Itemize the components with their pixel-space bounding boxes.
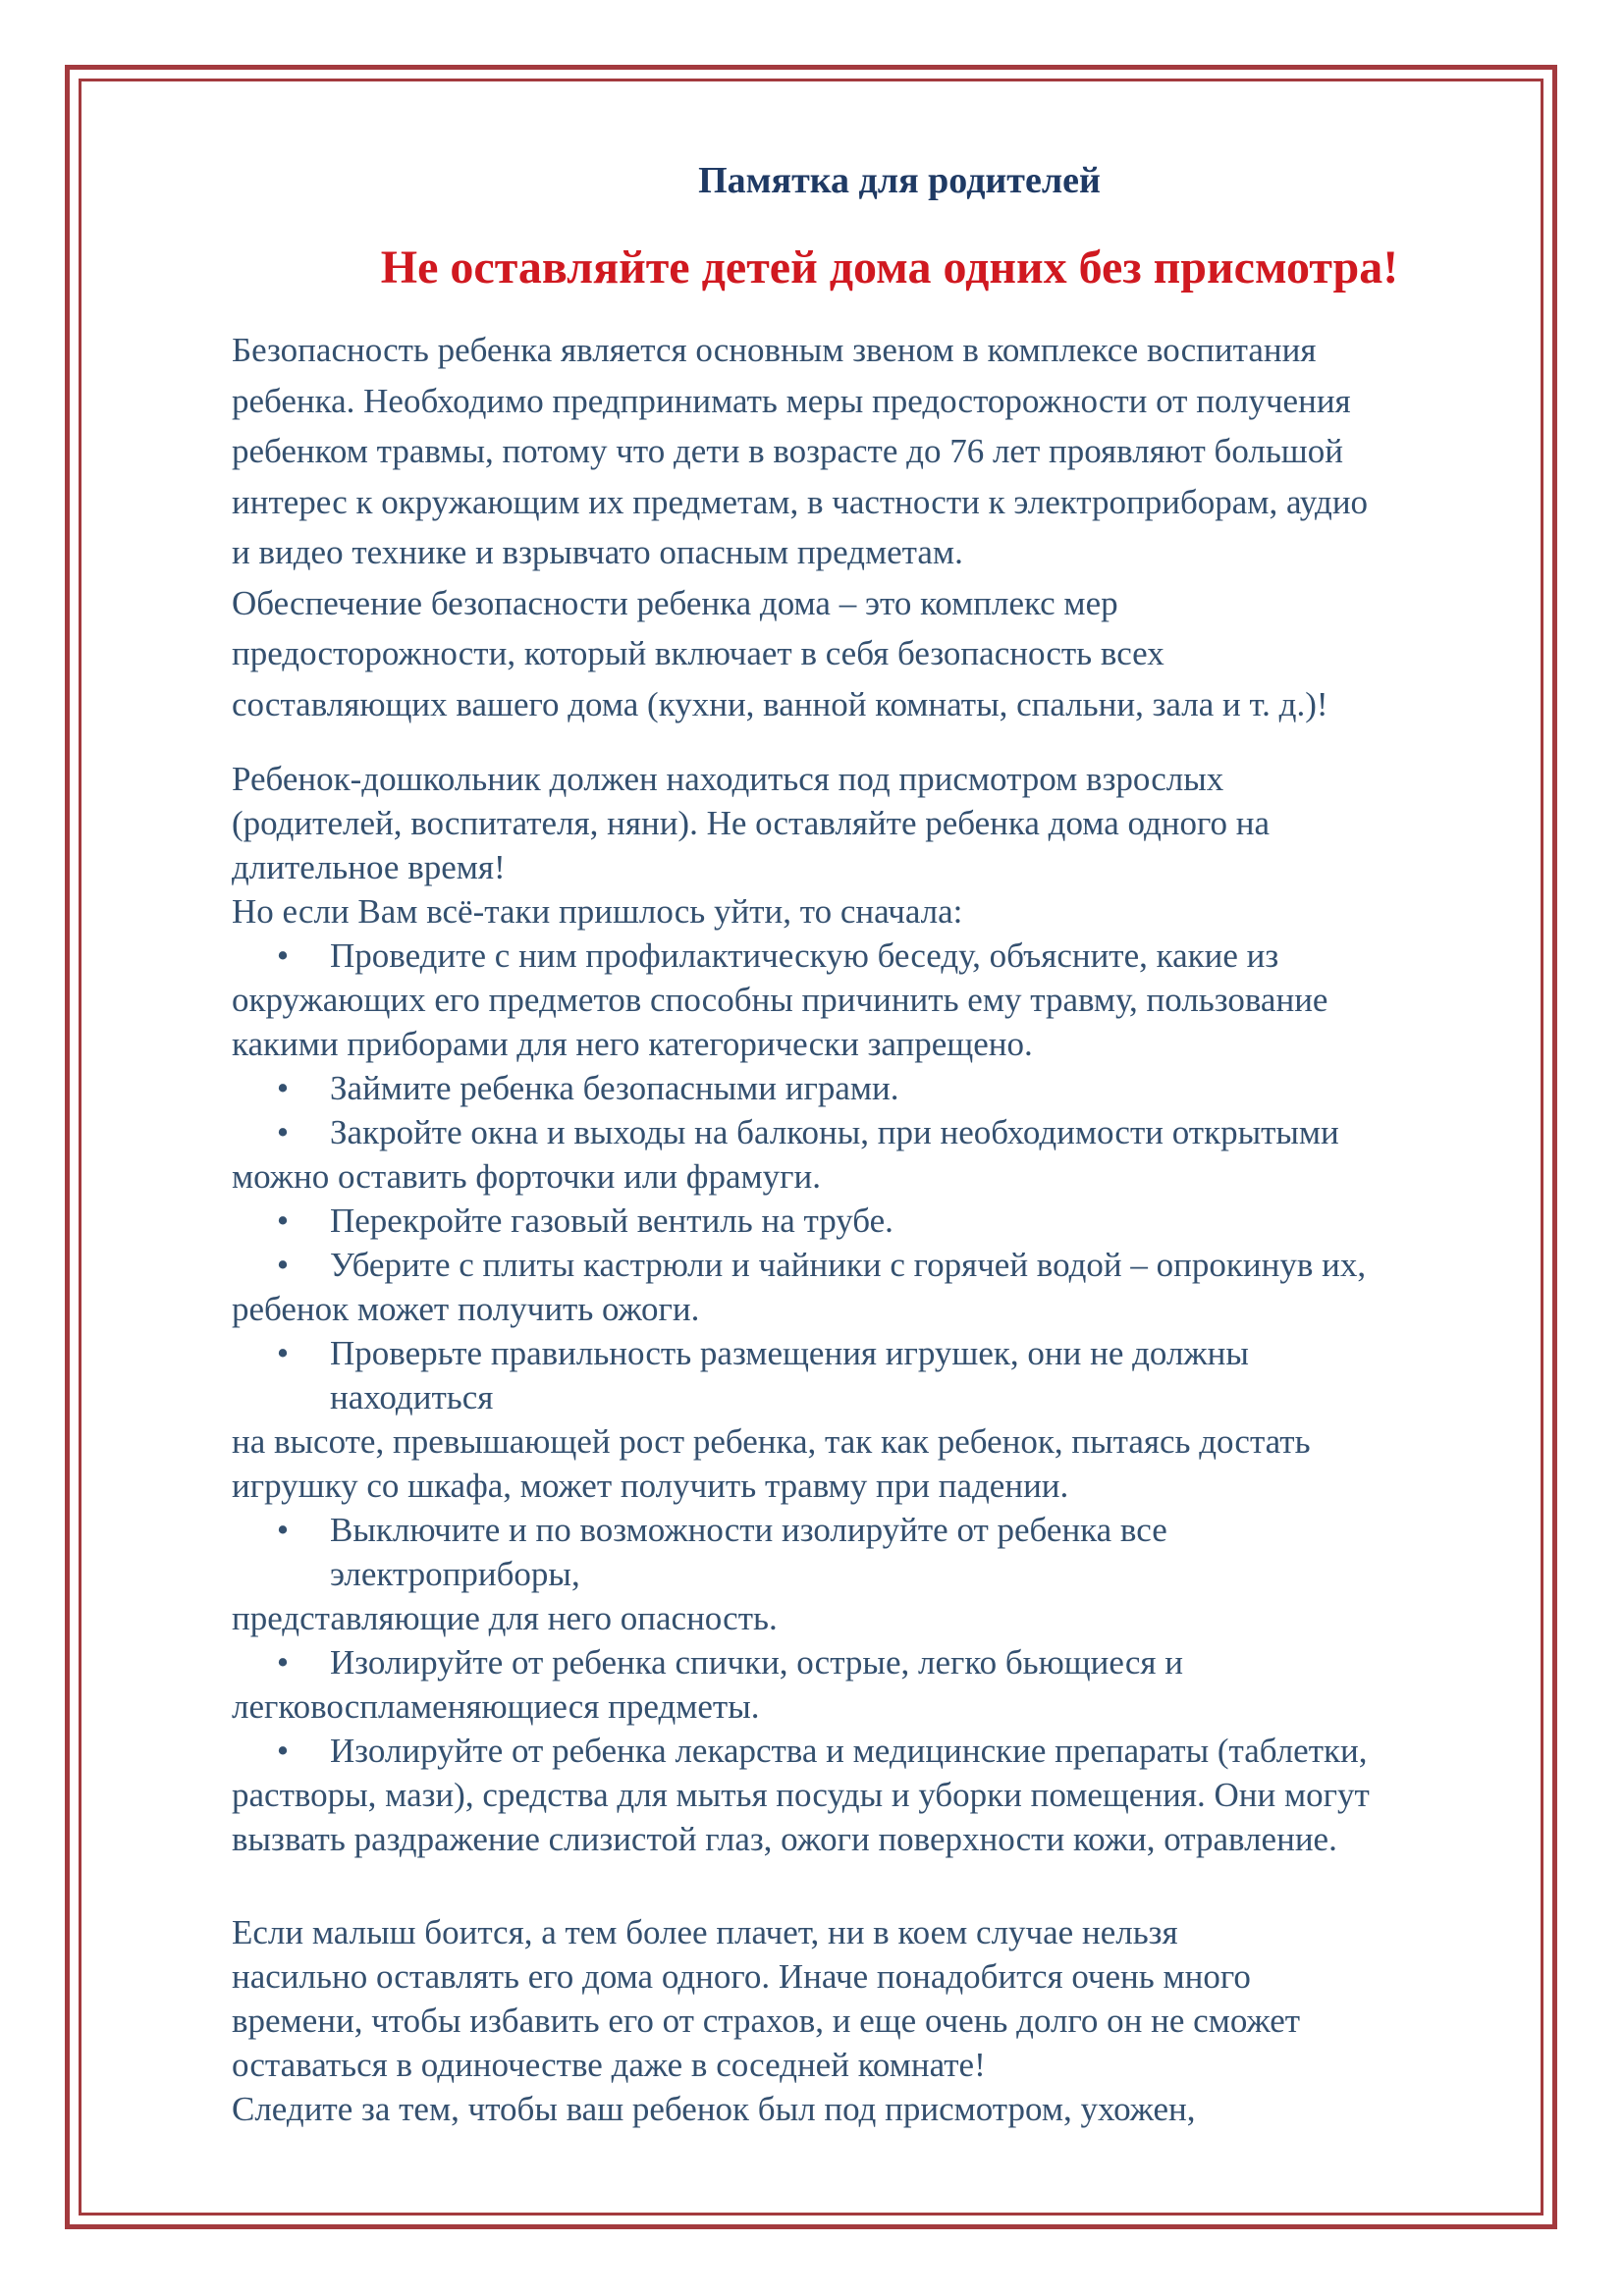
list-item-continuation: окружающих его предметов способны причинить ему травму, пользование xyxy=(232,981,1328,1020)
list-item-continuation: можно оставить форточки или фрамуги. xyxy=(232,1157,821,1197)
list-item-continuation: растворы, мази), средства для мытья посуды и уборки помещения. Они могут xyxy=(232,1776,1370,1815)
document-kicker: Памятка для родителей xyxy=(698,160,1101,201)
text-line: предосторожности, который включает в себя безопасность всех xyxy=(232,634,1164,673)
text-line: Следите за тем, чтобы ваш ребенок был под присмотром, ухожен, xyxy=(232,2090,1196,2129)
text-line: Но если Вам всё-таки пришлось уйти, то сначала: xyxy=(232,892,963,932)
bullet-icon: • xyxy=(276,1069,290,1108)
list-item-first-line xyxy=(232,934,1508,978)
list-item-text: Перекройте газовый вентиль на трубе. xyxy=(330,1201,893,1241)
list-item xyxy=(232,1110,1508,1199)
bullet-icon: • xyxy=(276,1201,290,1241)
list-item xyxy=(232,1331,1508,1508)
list-item-first-line xyxy=(232,1640,1508,1684)
list-item-first-line xyxy=(232,1066,1508,1110)
text-line: интерес к окружающим их предметам, в частности к электроприборам, аудио xyxy=(232,482,1369,521)
list-item xyxy=(232,1066,1508,1110)
text-line: ребенком травмы, потому что дети в возрасте до 76 лет проявляют большой xyxy=(232,432,1343,471)
list-item-text: Выключите и по возможности изолируйте от ребенка все xyxy=(330,1511,1167,1550)
list-item-continuation: игрушку со шкафа, может получить травму при падении. xyxy=(232,1467,1069,1506)
bullet-icon: • xyxy=(276,936,290,976)
list-item-continuation: вызвать раздражение слизистой глаз, ожоги поверхности кожи, отравление. xyxy=(232,1820,1337,1859)
bullet-icon: • xyxy=(276,1643,290,1682)
text-line: Безопасность ребенка является основным звеном в комплексе воспитания xyxy=(232,331,1317,370)
list-item xyxy=(232,1199,1508,1243)
list-item xyxy=(232,1508,1508,1640)
text-line: ребенка. Необходимо предпринимать меры предосторожности от получения xyxy=(232,381,1351,420)
list-item-indent-line: находиться xyxy=(330,1378,494,1417)
bullet-icon: • xyxy=(276,1113,290,1152)
bullet-icon: • xyxy=(276,1732,290,1771)
instructions-intro xyxy=(232,757,1508,934)
list-item-continuation: представляющие для него опасность. xyxy=(232,1599,778,1638)
text-line: составляющих вашего дома (кухни, ванной комнаты, спальни, зала и т. д.)! xyxy=(232,684,1328,723)
list-item xyxy=(232,1243,1508,1331)
list-item-first-line xyxy=(232,1729,1508,1773)
list-item-first-line xyxy=(232,1508,1508,1552)
list-item-continuation: на высоте, превышающей рост ребенка, так как ребенок, пытаясь достать xyxy=(232,1422,1311,1462)
list-item-first-line xyxy=(232,1243,1508,1287)
document-title: Не оставляйте детей дома одних без присмотра! xyxy=(380,240,1399,294)
list-item xyxy=(232,1729,1508,1861)
text-line: (родителей, воспитателя, няни). Не оставляйте ребенка дома одного на xyxy=(232,804,1271,843)
list-item-continuation: легковоспламеняющиеся предметы. xyxy=(232,1687,760,1727)
list-item-text: Займите ребенка безопасными играми. xyxy=(330,1069,899,1108)
text-line: Обеспечение безопасности ребенка дома – это комплекс мер xyxy=(232,583,1118,622)
list-item-indent-line: электроприборы, xyxy=(330,1555,580,1594)
list-item xyxy=(232,934,1508,1066)
list-item xyxy=(232,1640,1508,1729)
instructions-section xyxy=(232,757,1508,1861)
instructions-list xyxy=(232,934,1508,1861)
list-item-first-line xyxy=(232,1110,1508,1154)
list-item-text: Изолируйте от ребенка спички, острые, легко бьющиеся и xyxy=(330,1643,1183,1682)
list-item-text: Проведите с ним профилактическую беседу, объясните, какие из xyxy=(330,936,1279,976)
list-item-text: Изолируйте от ребенка лекарства и медицинские препараты (таблетки, xyxy=(330,1732,1368,1771)
text-line: и видео технике и взрывчато опасным предметам. xyxy=(232,533,963,572)
list-item-text: Проверьте правильность размещения игрушек, они не должны xyxy=(330,1334,1249,1373)
text-line: насильно оставлять его дома одного. Иначе понадобится очень много xyxy=(232,1957,1251,1997)
bullet-icon: • xyxy=(276,1334,290,1373)
text-line: оставаться в одиночестве даже в соседней комнате! xyxy=(232,2046,986,2085)
bullet-icon: • xyxy=(276,1246,290,1285)
document-body xyxy=(232,147,1508,2131)
list-item-continuation: какими приборами для него категорически запрещено. xyxy=(232,1025,1033,1064)
text-line: Ребенок-дошкольник должен находиться под присмотром взрослых xyxy=(232,760,1224,799)
intro-paragraph xyxy=(232,325,1508,729)
list-item-text: Уберите с плиты кастрюли и чайники с горячей водой – опрокинув их, xyxy=(330,1246,1367,1285)
bullet-icon: • xyxy=(276,1511,290,1550)
text-line: длительное время! xyxy=(232,848,506,887)
list-item-continuation: ребенок может получить ожоги. xyxy=(232,1290,700,1329)
text-line: Если малыш боится, а тем более плачет, ни в коем случае нельзя xyxy=(232,1913,1178,1952)
text-line: времени, чтобы избавить его от страхов, и еще очень долго он не сможет xyxy=(232,2002,1301,2041)
list-item-first-line xyxy=(232,1199,1508,1243)
list-item-first-line xyxy=(232,1331,1508,1375)
closing-paragraph xyxy=(232,1910,1508,2131)
list-item-text: Закройте окна и выходы на балконы, при необходимости открытыми xyxy=(330,1113,1339,1152)
